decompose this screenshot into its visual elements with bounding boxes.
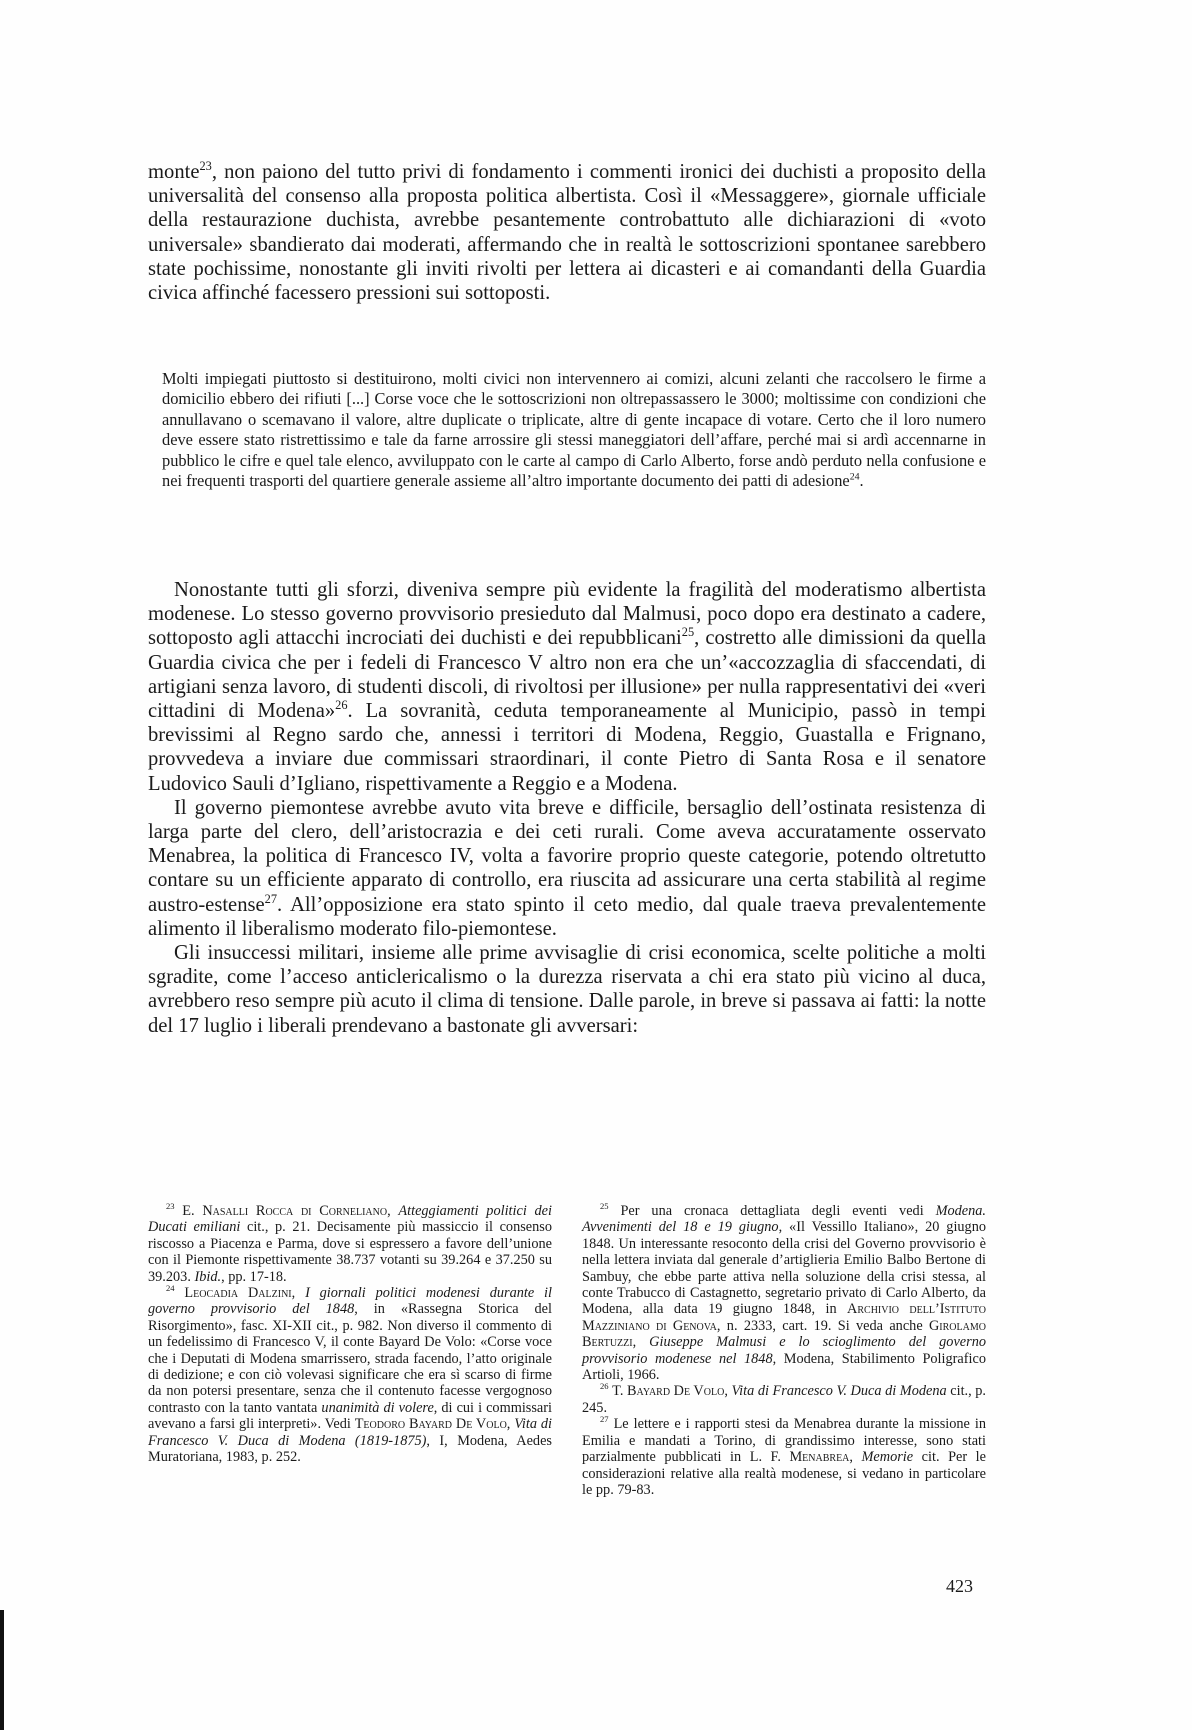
- footnote-text: , I, Modena, Aedes Muratoriana, 1983, p. 252.: [148, 1432, 552, 1466]
- footnote-text: , «Il Vessillo Italiano», 20 giugno 1848. Un interessante resoconto della crisi del Governo provvisorio è nella lettera inviata dal generale d’artiglieria Emilio Balbo Bertone di Sambuy, che ebbe parte attiva nella soluzione della crisi stessa, al conte Trabucco di Castagnetto, segretario privato di Carlo Alberto, da Modena, alla data 19 giugno 1848, in: [582, 1219, 987, 1318]
- footnote-text: cit., p. 245.: [582, 1383, 986, 1416]
- footnotes-left-column: [148, 1203, 552, 1466]
- footnote-text: , pp. 17-18.: [221, 1268, 287, 1285]
- text-run: , costretto alle dimissioni da quella Guardia civica che per i fedeli di Francesco V altro non era che un’«accozzaglia di sfaccendati, di artigiani senza lavoro, di studenti discoli, di rivoltosi per illusione» per nulla rappresentativi dei «veri cittadini di Modena»: [148, 627, 986, 723]
- footnote-23: $^{23}$ E. Nasalli Rocca di Corneliano, Atteggiamenti politici dei Ducati emiliani cit., p. 21. Decisamente più massiccio il consenso riscosso a Piacenza e Parma, dove si espressero a favore dell’unione con il Piemonte rispettivamente 38.737 votanti su 39.264 e 37.250 su 39.203. Ibid., pp. 17-18.: [148, 1201, 553, 1285]
- footnote-text: , in «Rassegna Storica del Risorgimento», fasc. XI-XII cit., p. 982. Non diverso il commento di un fedelissimo di Francesco V, il conte Bayard De Volo: «Corse voce che i Deputati di Modena smarrissero, strada facendo, l’atto originale di dedizione; e con ciò volevasi significare che era sì scarso di firme da non potersi presentare, senza che il contenuto facesse vergognoso contrasto con la tanto vantata: [148, 1301, 552, 1416]
- footnote-text: Le lettere e i rapporti stesi da Menabrea durante la missione in Emilia e mandati a Torino, di grandissimo interesse, sono stati parzialmente pubblicati in L. F.: [582, 1416, 986, 1466]
- footnote-number: 24: [166, 1283, 175, 1294]
- footnote-text: , Modena, Stabilimento Poligrafico Artioli, 1966.: [582, 1350, 986, 1384]
- footnote-text: , di cui i commissari avevano a farsi gli interpreti». Vedi: [148, 1399, 552, 1433]
- text-run: monte: [148, 161, 200, 183]
- scan-edge-shadow: [0, 1610, 4, 1730]
- footnote-text: cit., p. 21. Decisamente più massiccio il consenso riscosso a Piacenza e Parma, dove si espressero a favore dell’unione con il Piemonte rispettivamente 38.737 votanti su 39.264 e 37.250 su 39.203.: [148, 1219, 553, 1285]
- text-run: Nonostante tutti gli sforzi, diveniva sempre più evidente la fragilità del moderatismo albertista modenese. Lo stesso governo provvisorio presieduto dal Malmusi, poco dopo era destinato a cadere, sottoposto agli attacchi incrociati dei duchisti e dei repubblicani: [148, 579, 986, 650]
- footnote-title: I giornali politici modenesi durante il governo provvisorio del 1848: [148, 1285, 552, 1318]
- footnote-number: 26: [600, 1381, 609, 1392]
- footnote-number: 23: [166, 1201, 175, 1212]
- footnote-25: $^{25}$ Per una cronaca dettagliata degli eventi vedi Modena. Avvenimenti del 18 e 19 giugno, «Il Vessillo Italiano», 20 giugno 1848. Un interessante resoconto della crisi del Governo provvisorio è nella lettera inviata dal generale d’artiglieria Emilio Balbo Bertone di Sambuy, che ebbe parte attiva nella soluzione della crisi stessa, al conte Trabucco di Castagnetto, segretario privato di Carlo Alberto, da Modena, alla data 19 giugno 1848, in Archivio dell’Istituto Mazziniano di Genova, n. 2333, cart. 19. Si veda anche Girolamo Bertuzzi, Giuseppe Malmusi e lo scioglimento del governo provvisorio modenese nel 1848, Modena, Stabilimento Poligrafico Artioli, 1966.: [582, 1201, 987, 1384]
- footnote-number: 25: [600, 1201, 609, 1212]
- footnote-title: Vita di Francesco V. Duca di Modena (1819-1875): [148, 1416, 552, 1449]
- footnote-ref-24[interactable]: 24: [849, 471, 860, 483]
- paragraph-4: Gli insuccessi militari, insieme alle prime avvisaglie di crisi economica, scelte politiche a molti sgradite, come l’acceso anticlericalismo o la durezza riservata a chi era stato più vicino al duca, avrebbero reso sempre più acuto il clima di tensione. Dalle parole, in breve si passava ai fatti: la notte del 17 luglio i liberali prendevano a bastonate gli avversari:: [148, 942, 986, 1037]
- footnote-26: $^{26}$ T. Bayard De Volo, Vita di Francesco V. Duca di Modena cit., p. 245.: [582, 1381, 986, 1416]
- main-paragraphs: [148, 578, 986, 1038]
- footnote-text: cit. Per le considerazioni relative alla realtà modenese, si vedano in particolare le pp. 79-83.: [582, 1449, 986, 1498]
- text-run: Il governo piemontese avrebbe avuto vita breve e difficile, bersaglio dell’ostinata resistenza di larga parte del clero, dell’aristocrazia e dei ceti rurali. Come aveva accuratamente osservato Menabrea, la politica di Francesco IV, volta a favorire proprio queste categorie, potendo oltretutto contare su un efficiente apparato di controllo, era riuscita ad assicurare una certa stabilità al regime austro-estense: [148, 796, 986, 916]
- footnote-author: Girolamo Bertuzzi: [582, 1317, 986, 1351]
- footnote-title: Atteggiamenti politici dei Ducati emiliani: [148, 1203, 552, 1236]
- footnote-author: E. Nasalli Rocca di Corneliano: [182, 1203, 388, 1219]
- page-number: 423: [946, 1576, 973, 1596]
- footnote-author: T. Bayard De Volo: [612, 1383, 725, 1400]
- block-quote: [162, 369, 986, 491]
- footnote-number: 27: [600, 1414, 609, 1425]
- footnote-emphasis: unanimità di volere: [321, 1399, 434, 1416]
- text-run: . La sovranità, ceduta temporaneamente al Municipio, passò in tempi brevissimi al Regno sardo che, annessi i territori di Modena, Reggio, Guastalla e Frignano, provvedeva a inviare due commissari straordinari, il conte Pietro di Santa Rosa e il senatore Ludovico Sauli d’Igliano, rispettivamente a Reggio e a Modena.: [148, 700, 986, 795]
- text-run: . All’opposizione era stato spinto il ceto medio, dal quale traeva prevalentemente alimento il liberalismo moderato filo-piemontese.: [148, 893, 986, 940]
- footnote-24: $^{24}$ Leocadia Dalzini, I giornali politici modenesi durante il governo provvisorio del 1848, in «Rassegna Storica del Risorgimento», fasc. XI-XII cit., p. 982. Non diverso il commento di un fedelissimo di Francesco V, il conte Bayard De Volo: «Corse voce che i Deputati di Modena smarrissero, strada facendo, l’atto originale di dedizione; e con ciò volevasi significare che era sì scarso di firme da non potersi presentare, senza che il contenuto facesse vergognoso contrasto con la tanto vantata unanimità di volere, di cui i commissari avevano a farsi gli interpreti». Vedi Teodoro Bayard De Volo, Vita di Francesco V. Duca di Modena (1819-1875), I, Modena, Aedes Muratoriana, 1983, p. 252.: [148, 1283, 552, 1466]
- footnote-author: Leocadia Dalzini: [184, 1285, 292, 1302]
- footnote-title: Memorie: [861, 1449, 914, 1466]
- footnote-ref-27[interactable]: 27: [264, 891, 278, 906]
- footnote-text: , n. 2333, cart. 19. Si veda anche: [716, 1317, 929, 1334]
- footnote-author: Teodoro Bayard De Volo: [354, 1416, 507, 1433]
- paragraph-2: [148, 578, 986, 796]
- footnote-author: Menabrea: [789, 1449, 850, 1466]
- footnote-ref-26[interactable]: 26: [335, 698, 348, 713]
- footnote-ibid: Ibid.: [194, 1268, 222, 1285]
- footnote-title: Giuseppe Malmusi e lo scioglimento del governo provvisorio modenese nel 1848: [582, 1334, 987, 1367]
- footnote-27: $^{27}$ Le lettere e i rapporti stesi da Menabrea durante la missione in Emilia e mandati a Torino, di grandissimo interesse, sono stati parzialmente pubblicati in L. F. Menabrea, Memorie cit. Per le considerazioni relative alla realtà modenese, si vedano in particolare le pp. 79-83.: [582, 1414, 986, 1498]
- footnote-archive: Archivio dell’Istituto Mazziniano di Genova: [582, 1301, 986, 1334]
- footnotes-right-column: [582, 1203, 986, 1498]
- quote-text: Molti impiegati piuttosto si destituirono, molti civici non intervennero ai comizi, alcuni zelanti che raccolsero le firme a domicilio ebbero dei rifiuti [...] Corse voce che le sottoscrizioni non oltrepassassero le 3000; moltissime con condizioni che annullavano o scemavano il valore, altre duplicate o triplicate, altre di gente incapace di votare. Certo che il loro numero deve essere stato ristrettissimo e tale da farne arrossire gli stessi maneggiatori dell’affare, perché mai si ardì accennarne in pubblico le cifre e quel tale elenco, avviluppato con le carte al campo di Carlo Alberto, forse andò perduto nella confusione e nei frequenti trasporti del quartiere generale assieme all’altro importante documento dei patti di adesione: [162, 369, 986, 491]
- paragraph-1: [148, 160, 986, 305]
- footnote-title: Modena. Avvenimenti del 18 e 19 giugno: [582, 1203, 986, 1236]
- paragraph-3: [148, 796, 986, 941]
- footnote-text: Per una cronaca dettagliata degli eventi vedi: [620, 1203, 936, 1219]
- footnote-ref-23[interactable]: 23: [199, 159, 212, 174]
- footnote-title: Vita di Francesco V. Duca di Modena: [731, 1383, 947, 1400]
- quote-end: .: [859, 471, 864, 491]
- footnote-ref-25[interactable]: 25: [681, 625, 695, 640]
- text-run: , non paiono del tutto privi di fondamento i commenti ironici dei duchisti a proposito della universalità del consenso alla proposta politica albertista. Così il «Messaggere», giornale ufficiale della restaurazione duchista, avrebbe pesantemente controbattuto alle dichiarazioni di «voto universale» sbandierato dai moderati, affermando che in realtà le sottoscrizioni spontanee sarebbero state pochissime, nonostante gli inviti rivolti per lettera ai dicasteri e ai comandanti della Guardia civica affinché facessero pressioni sui sottoposti.: [148, 161, 986, 305]
